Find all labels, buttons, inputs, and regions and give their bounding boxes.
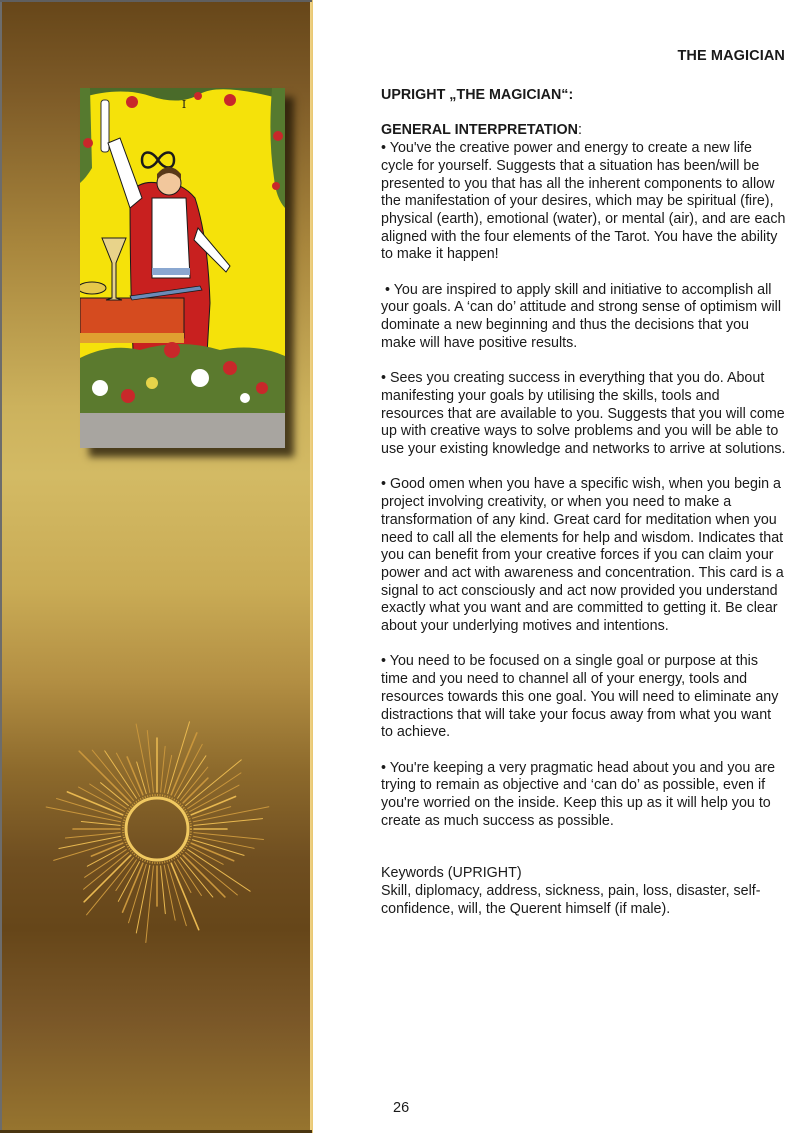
- page-number: 26: [393, 1100, 410, 1116]
- sun-ray: [85, 850, 127, 878]
- sun-emblem: [40, 712, 275, 947]
- main-content: [381, 87, 786, 919]
- sun-ray: [79, 751, 131, 803]
- heading-general-text: GENERAL INTERPRETATION: [381, 122, 578, 139]
- top-border: [0, 0, 312, 2]
- sun-ray: [188, 850, 250, 892]
- card-numeral: I: [181, 98, 187, 111]
- heading-general-interpretation: [381, 122, 786, 140]
- sun-ray: [67, 792, 122, 815]
- flower-garden-icon: [80, 342, 285, 413]
- sun-ray: [81, 822, 120, 826]
- paragraph: • You are inspired to apply skill and initiative to accomplish all your goals. A ‘can do’ attitude and strong sense of optimism will dominate a new beginning and thus the decisions that you make will have positive results.: [381, 281, 785, 351]
- sun-ring: [126, 798, 188, 860]
- heading-general-colon: :: [578, 122, 582, 139]
- sun-ray: [129, 864, 147, 922]
- sun-ray: [65, 833, 120, 838]
- sun-ray: [105, 751, 137, 798]
- wand-icon: [101, 100, 109, 152]
- card-base: [80, 413, 285, 448]
- sun-ray: [164, 865, 175, 920]
- keywords-label: Keywords (UPRIGHT): [381, 865, 522, 882]
- paragraph: • You need to be focused on a single goal or purpose at this time and you need to channel all of your energy, tools and resources towards this one goal. You will need to eliminate any distractions that will take your focus away from what you want to achieve.: [381, 653, 779, 741]
- paragraph: • Good omen when you have a specific wish, when you begin a project involving creativity, or when you need to make a transformation of any kind. Great card for meditation when you need to call all the elements for help and wisdom. Indicates that you can benefit from your creative forces if you can claim your power and act with awareness and concentration. This card is a signal to act consciously and act now provided you understand exactly what you want and are committed to getting it. Be clear about your underlying motives and intentions.: [381, 476, 784, 635]
- sidebar-edge: [310, 0, 313, 1133]
- sun-ray: [164, 755, 171, 792]
- heading-upright: UPRIGHT „THE MAGICIAN“:: [381, 87, 574, 103]
- paragraph: • Sees you creating success in everything that you do. About manifesting your goals by utilising the skills, tools and resources that are available to you. Suggests that you will come up with creative ways to solve problems and you will be able to use your existing knowledge and networks to arrive at solutions.: [381, 370, 786, 458]
- tarot-card-image: [80, 88, 285, 448]
- sun-ray: [180, 767, 207, 800]
- sun-ray: [84, 852, 129, 889]
- sun-rays: [46, 722, 269, 943]
- keywords-text: Skill, diplomacy, address, sickness, pain, loss, disaster, self-confidence, will, the Querent himself (if male).: [381, 883, 761, 917]
- page-header-title: THE MAGICIAN: [677, 48, 785, 64]
- sun-ring-icon: [40, 712, 275, 947]
- magician-card-illustration: [80, 88, 285, 448]
- sun-ray: [161, 746, 166, 792]
- pentacle-icon: [80, 282, 106, 294]
- sun-ray: [161, 866, 166, 914]
- paragraph: • You've the creative power and energy to create a new life cycle for yourself. Suggests that a situation has been/will be presented to you that has all the inherent components to allow the manifestation of your desires, which may be spiritual (fire), physical (earth), emotional (water), or mental (air), and are each aligned with the four elements of the Tarot. You have the ability to make it happen!: [381, 140, 786, 263]
- paragraph: • You're keeping a very pragmatic head about you and you are trying to remain as objective and ‘can do’ as possible, even if you're worried on the inside. Keep this up as it will help you to create as much success as possible.: [381, 759, 776, 829]
